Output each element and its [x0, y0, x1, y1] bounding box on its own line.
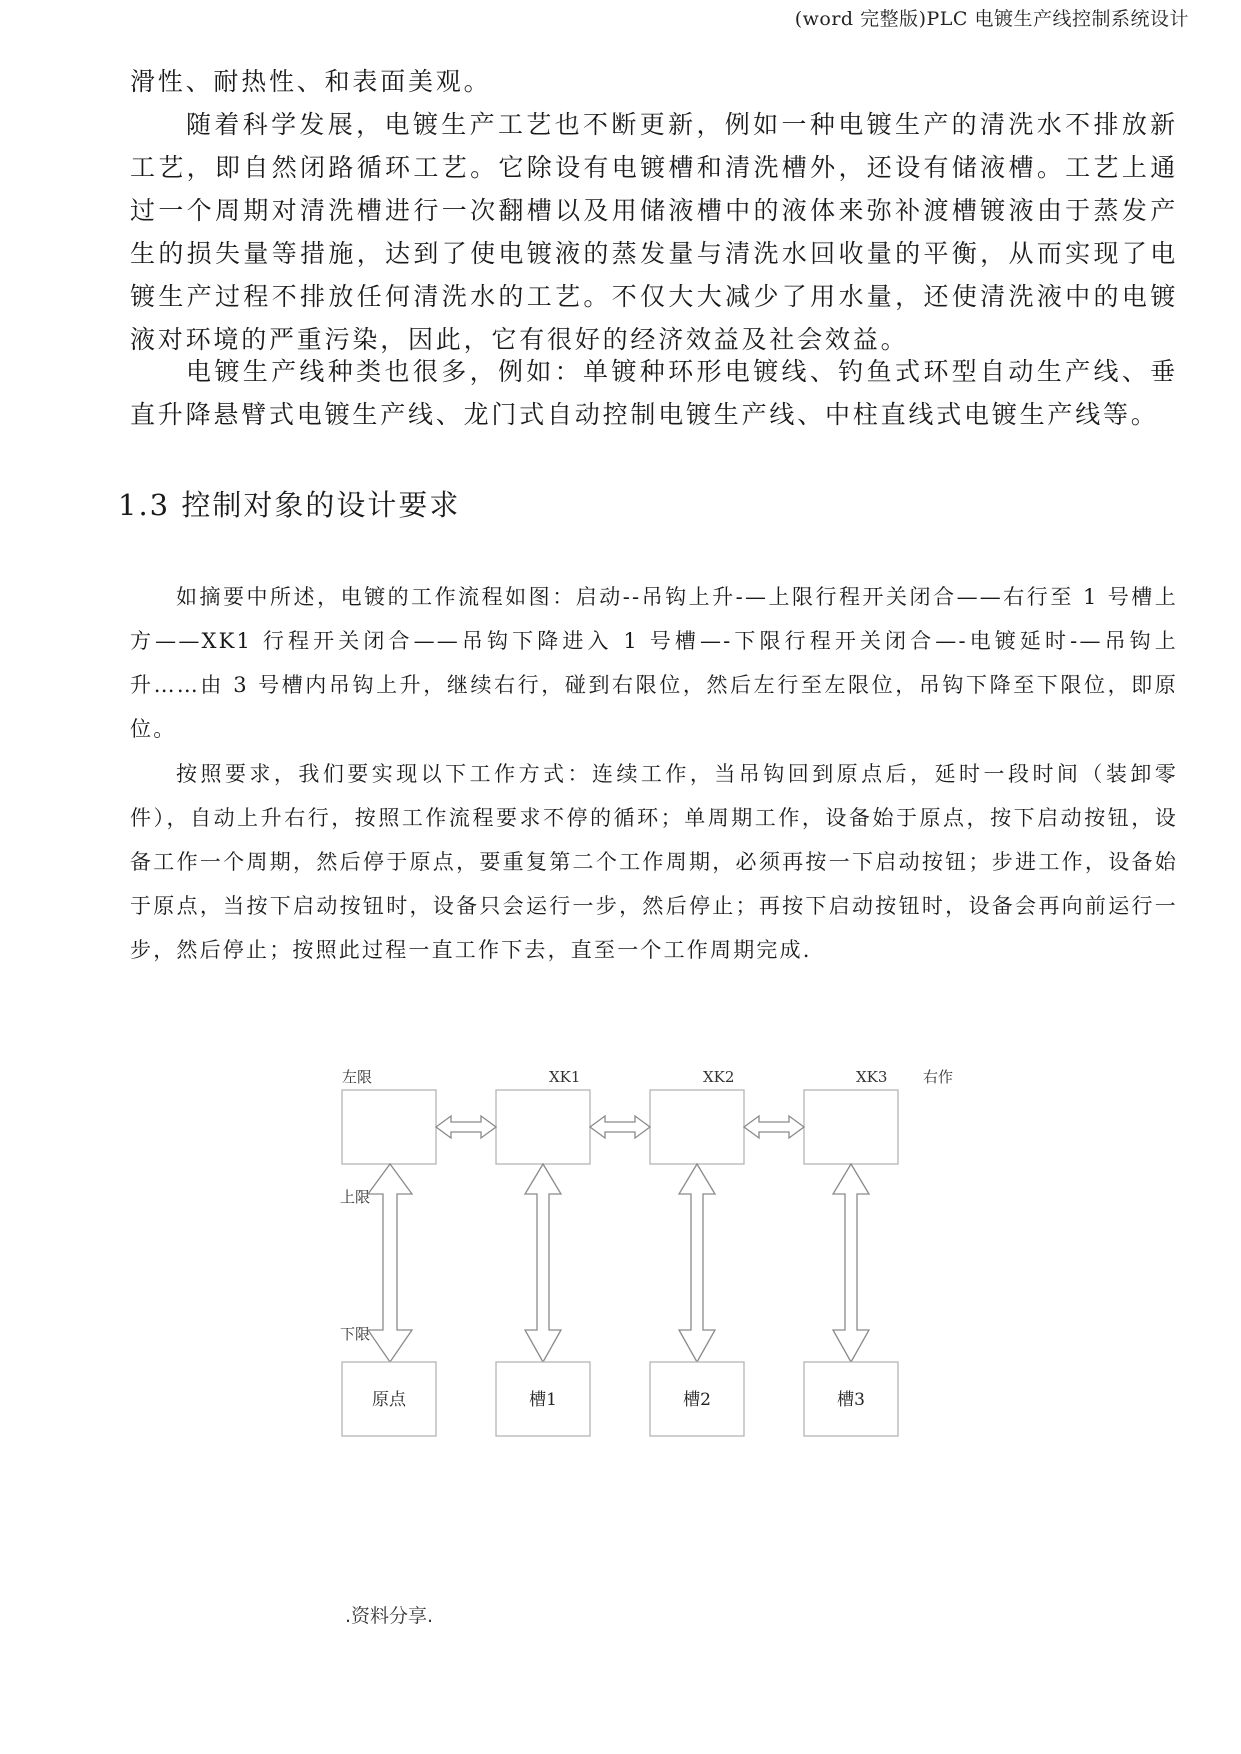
paragraph-workflow: 如摘要中所述，电镀的工作流程如图：启动--吊钩上升-—上限行程开关闭合——右行至 1 号槽上方——XK1 行程开关闭合——吊钩下降进入 1 号槽—-下限行程开关闭合—-电镀延时-—吊钩上升……由 3 号槽内吊钩上升，继续右行，碰到右限位，然后左行至左限位，吊钩下降至下限位，即原位。 [130, 585, 1178, 741]
paragraph-continuation: 滑性、耐热性、和表面美观。 [130, 67, 492, 96]
label-lower-limit: 下限 [340, 1325, 371, 1343]
vertical-arrow-1 [368, 1164, 412, 1362]
label-xk3: XK3 [856, 1068, 888, 1086]
position-box-xk3 [804, 1090, 898, 1164]
horizontal-arrow-3 [744, 1116, 804, 1138]
position-box-xk2 [650, 1090, 744, 1164]
label-xk2: XK2 [703, 1068, 735, 1086]
label-tank-2: 槽2 [683, 1390, 711, 1410]
label-left-limit: 左限 [342, 1068, 373, 1086]
label-right-limit: 右作 [923, 1068, 954, 1086]
page-footer: .资料分享. [345, 1605, 434, 1627]
page-header: (word 完整版)PLC 电镀生产线控制系统设计 [794, 8, 1189, 30]
vertical-arrow-2 [525, 1164, 561, 1362]
label-xk1: XK1 [549, 1068, 581, 1086]
paragraph-work-modes: 按照要求，我们要实现以下工作方式：连续工作，当吊钩回到原点后，延时一段时间（装卸零件），自动上升右行，按照工作流程要求不停的循环；单周期工作，设备始于原点，按下启动按钮，设备工作一个周期，然后停于原点，要重复第二个工作周期，必须再按一下启动按钮；步进工作，设备始于原点，当按下启动按钮时，设备只会运行一步，然后停止；再按下启动按钮时，设备会再向前运行一步，然后停止；按照此过程一直工作下去，直至一个工作周期完成. [130, 762, 1178, 962]
horizontal-arrow-2 [590, 1116, 650, 1138]
paragraph-line-types: 电镀生产线种类也很多，例如：单镀种环形电镀线、钓鱼式环型自动生产线、垂直升降悬臂式电镀生产线、龙门式自动控制电镀生产线、中柱直线式电镀生产线等。 [130, 357, 1178, 429]
label-origin: 原点 [372, 1390, 406, 1410]
process-diagram [330, 1060, 954, 1440]
position-box-left [342, 1090, 436, 1164]
vertical-arrow-3 [679, 1164, 715, 1362]
label-tank-3: 槽3 [837, 1390, 865, 1410]
section-heading: 1.3 控制对象的设计要求 [118, 488, 461, 522]
horizontal-arrow-1 [436, 1116, 496, 1138]
position-box-xk1 [496, 1090, 590, 1164]
label-upper-limit: 上限 [340, 1188, 371, 1206]
paragraph-process: 随着科学发展，电镀生产工艺也不断更新，例如一种电镀生产的清洗水不排放新工艺，即自然闭路循环工艺。它除设有电镀槽和清洗槽外，还设有储液槽。工艺上通过一个周期对清洗槽进行一次翻槽以及用储液槽中的液体来弥补渡槽镀液由于蒸发产生的损失量等措施，达到了使电镀液的蒸发量与清洗水回收量的平衡，从而实现了电镀生产过程不排放任何清洗水的工艺。不仅大大减少了用水量，还使清洗液中的电镀液对环境的严重污染，因此，它有很好的经济效益及社会效益。 [130, 110, 1178, 354]
label-tank-1: 槽1 [529, 1390, 557, 1410]
vertical-arrow-4 [833, 1164, 869, 1362]
